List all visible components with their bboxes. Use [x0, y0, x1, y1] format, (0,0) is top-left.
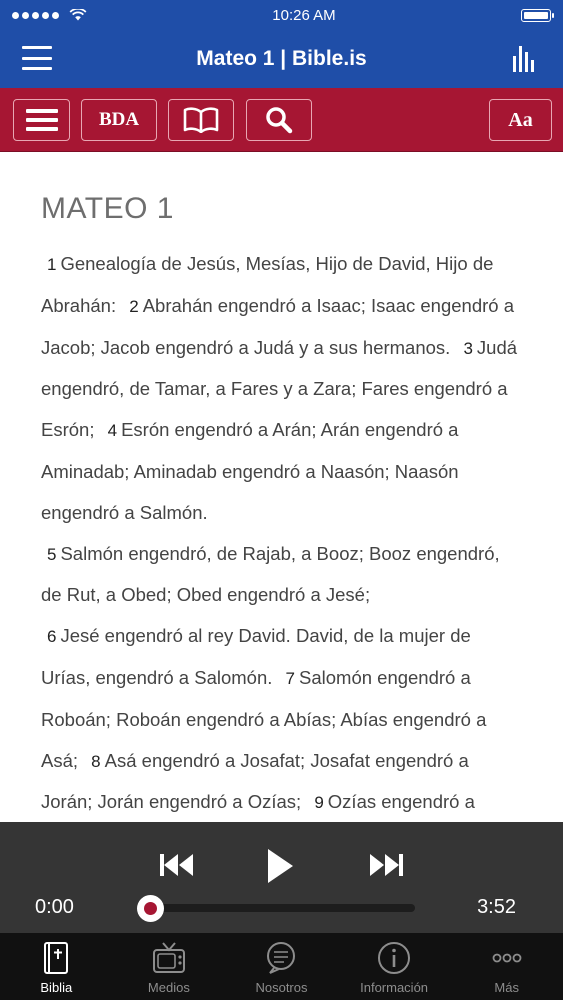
search-icon [265, 106, 293, 134]
tab-label: Información [360, 980, 429, 995]
tab-biblia[interactable] [0, 933, 113, 1000]
verse-number[interactable]: 8 [91, 751, 101, 771]
signal-indicator [12, 9, 87, 21]
reader-toolbar [0, 88, 563, 152]
audio-player [0, 822, 563, 933]
progress-slider[interactable] [150, 904, 415, 912]
verse-number[interactable]: 7 [285, 668, 295, 688]
verse-text: Asá engendró a Josafat; Josafat engendró a Jorán; Jorán engendró a Ozías; [41, 749, 469, 813]
verse-number[interactable]: 4 [107, 421, 118, 441]
scripture-content[interactable] [0, 152, 563, 822]
bible-icon [39, 941, 73, 975]
hamburger-menu-icon[interactable] [22, 46, 52, 70]
wifi-icon [69, 9, 87, 21]
tab-mas[interactable] [450, 933, 563, 1000]
tab-medios[interactable] [113, 933, 226, 1000]
nav-bar [0, 30, 563, 88]
tab-label: Medios [147, 980, 190, 995]
info-icon [377, 941, 411, 975]
tv-icon [152, 941, 186, 975]
verse-text: Abrahán engendró a Isaac; Isaac engendró a Jacob; Jacob engendró a Judá y a sus hermanos. [41, 294, 515, 358]
verse-text: Genealogía de Jesús, Mesías, Hijo de David, Hijo de Abrahán: [41, 253, 494, 316]
verse-number[interactable]: 2 [129, 296, 139, 316]
verse-number[interactable]: 9 [314, 793, 324, 813]
verse-text: Jesé engendró al rey David. David, de la mujer de Urías, engendró a Salomón. [41, 625, 471, 688]
play-icon[interactable] [266, 848, 294, 884]
open-book-icon [183, 107, 219, 133]
verse-number[interactable]: 5 [47, 544, 57, 564]
chat-bubbles-icon [264, 941, 298, 975]
search-button[interactable] [246, 99, 312, 141]
tab-informacion[interactable] [338, 933, 451, 1000]
status-time: 10:26 AM [272, 6, 336, 24]
tab-label: Nosotros [255, 980, 308, 995]
verse-text: Judá engendró, de Tamar, a Fares y a Zara; Fares engendró a Esrón; [41, 336, 518, 441]
verse-text: Salomón engendró a Roboán; Roboán engendró a Abías; Abías engendró a Asá; [41, 666, 487, 771]
tab-label: Biblia [40, 980, 73, 995]
font-size-button[interactable]: Aa [489, 99, 552, 141]
page-title: Mateo 1 | Bible.is [196, 47, 367, 70]
verse-text: Salmón engendró, de Rajab, a Booz; Booz engendró, de Rut, a Obed; Obed engendró a Jesé; [41, 542, 500, 606]
verse-number[interactable]: 1 [47, 255, 57, 274]
tab-nosotros[interactable] [225, 933, 338, 1000]
verse-text: Ozías engendró a [327, 791, 475, 813]
books-button[interactable] [168, 99, 234, 141]
previous-chapter-icon[interactable] [160, 852, 194, 878]
status-bar [0, 0, 563, 30]
version-button[interactable]: BDA [81, 99, 157, 141]
tab-label: Más [494, 980, 519, 995]
more-dots-icon [490, 941, 524, 975]
list-icon [26, 109, 58, 131]
verse-text: Esrón engendró a Arán; Arán engendró a Aminadab; Aminadab engendró a Naasón; Naasón engendró a Salmón. [41, 419, 459, 523]
chapter-title: MATEO 1 [41, 192, 174, 225]
chapter-menu-button[interactable] [13, 99, 70, 141]
scripture-text [41, 244, 523, 822]
bar-chart-icon[interactable] [513, 44, 541, 72]
total-time: 3:52 [477, 896, 516, 918]
verse-number[interactable]: 3 [463, 338, 473, 358]
verse-number[interactable]: 6 [47, 627, 57, 647]
battery-icon [521, 9, 551, 22]
current-time: 0:00 [35, 896, 74, 918]
cellular-signal-icon [12, 12, 59, 19]
next-chapter-icon[interactable] [369, 852, 403, 878]
progress-thumb[interactable] [137, 895, 164, 922]
tab-bar [0, 933, 563, 1000]
